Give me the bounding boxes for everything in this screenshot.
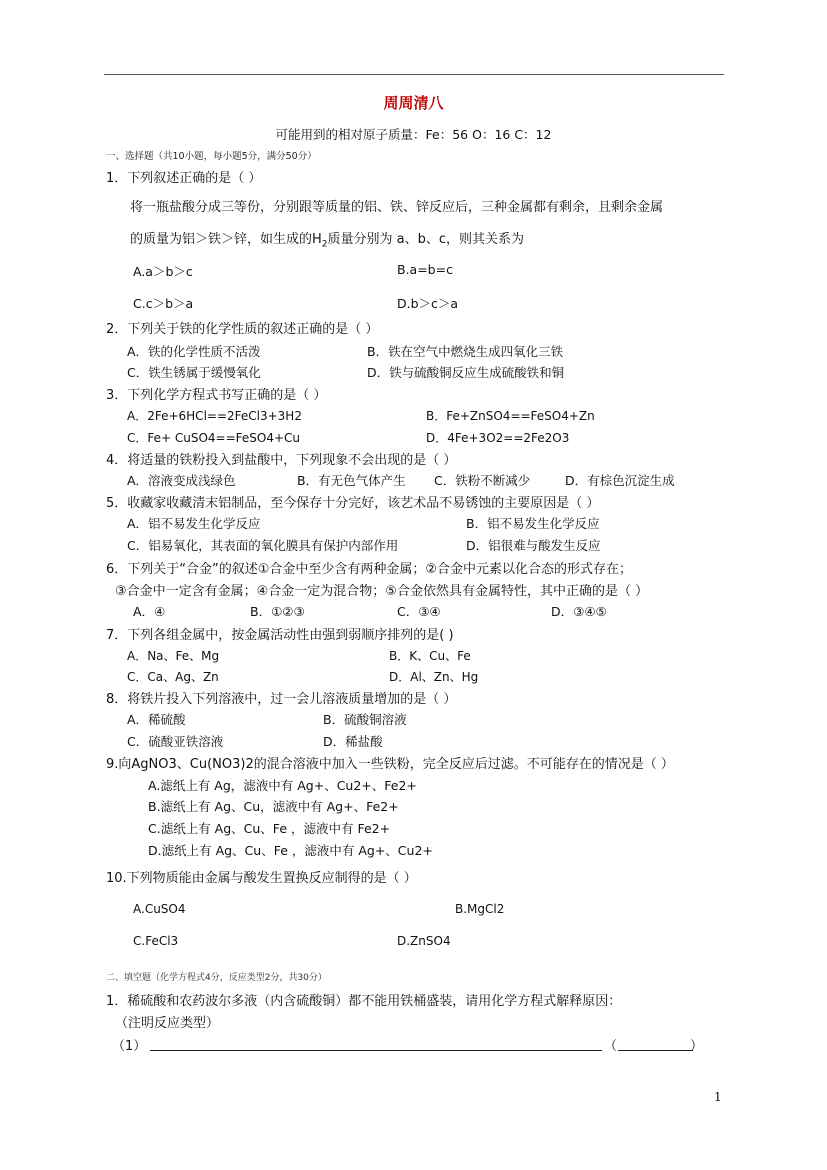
question-7-option-a: A．Na、Fe、Mg bbox=[127, 649, 220, 663]
question-7-stem: 7．下列各组金属中，按金属活动性由强到弱顺序排列的是( ) bbox=[106, 628, 454, 643]
question-8-option-c: C．硫酸亚铁溶液 bbox=[127, 734, 224, 749]
question-6-option-c: C．③④ bbox=[397, 604, 441, 619]
question-8-option-d: D．稀盐酸 bbox=[323, 734, 383, 749]
question-5-option-c: C．铝易氧化，其表面的氧化膜具有保护内部作用 bbox=[127, 538, 399, 553]
question-9-option-b: B.滤纸上有 Ag、Cu，滤液中有 Ag+、Fe2+ bbox=[148, 799, 399, 814]
question-1-option-b: B.a=b=c bbox=[397, 262, 453, 277]
question-1-line3-sub: 2 bbox=[321, 239, 328, 250]
question-9-stem: 9.向AgNO3、Cu(NO3)2的混合溶液中加入一些铁粉，完全反应后过滤。不可能存在的情况是（ ） bbox=[106, 757, 674, 772]
question-6-line2: ③合金中一定含有金属；④合金一定为混合物；⑤合金依然具有金属特性，其中正确的是（ ） bbox=[115, 584, 649, 599]
question-10-option-b: B.MgCl2 bbox=[455, 902, 505, 916]
question-6-option-d: D．③④⑤ bbox=[551, 604, 607, 619]
question-2-option-b: B．铁在空气中燃烧生成四氧化三铁 bbox=[367, 344, 564, 359]
section-heading-choice: 一、选择题（共10小题，每小题5分，满分50分） bbox=[106, 151, 317, 162]
question-2-stem: 2．下列关于铁的化学性质的叙述正确的是（ ） bbox=[106, 322, 379, 337]
question-3-stem: 3．下列化学方程式书写正确的是（ ） bbox=[106, 388, 327, 403]
question-6-option-b: B．①②③ bbox=[250, 604, 305, 619]
reaction-type-paren-open: （ bbox=[604, 1039, 618, 1054]
header-rule bbox=[104, 74, 724, 75]
question-8-stem: 8．将铁片投入下列溶液中，过一会儿溶液质量增加的是（ ） bbox=[106, 692, 457, 707]
question-1-line3-a: 的质量为铝＞铁＞锌，如生成的H bbox=[130, 232, 322, 247]
fill-question-1-note: （注明反应类型） bbox=[115, 1016, 220, 1031]
question-10-option-d: D.ZnSO4 bbox=[397, 934, 451, 948]
question-2-option-a: A．铁的化学性质不活泼 bbox=[127, 344, 261, 359]
question-8-option-b: B．硫酸铜溶液 bbox=[323, 712, 407, 727]
question-9-option-d: D.滤纸上有 Ag、Cu、Fe ，滤液中有 Ag+、Cu2+ bbox=[148, 843, 433, 858]
question-10-option-a: A.CuSO4 bbox=[133, 902, 186, 916]
question-1-line2: 将一瓶盐酸分成三等份，分别跟等质量的铝、铁、锌反应后，三种金属都有剩余，且剩余金属 bbox=[130, 200, 664, 215]
question-1-option-c: C.c＞b＞a bbox=[133, 296, 194, 311]
question-3-option-c: C．Fe+ CuSO4==FeSO4+Cu bbox=[127, 431, 301, 445]
question-5-option-b: B．铝不易发生化学反应 bbox=[466, 516, 600, 531]
question-10-option-c: C.FeCl3 bbox=[133, 934, 179, 948]
page-number: 1 bbox=[714, 1090, 722, 1104]
question-4-option-d: D．有棕色沉淀生成 bbox=[565, 473, 675, 488]
page-subtitle: 可能用到的相对原子质量：Fe：56 O：16 C：12 bbox=[275, 127, 552, 142]
question-7-option-c: C．Ca、Ag、Zn bbox=[127, 670, 219, 684]
question-3-option-d: D．4Fe+3O2==2Fe2O3 bbox=[426, 431, 570, 445]
question-6-stem: 6．下列关于“合金”的叙述①合金中至少含有两种金属；②合金中元素以化合态的形式存在； bbox=[106, 562, 633, 577]
question-2-option-d: D．铁与硫酸铜反应生成硫酸铁和铜 bbox=[367, 365, 565, 380]
section-heading-fill: 二、填空题（化学方程式4分，反应类型2分，共30分） bbox=[106, 973, 327, 983]
question-3-option-b: B．Fe+ZnSO4==FeSO4+Zn bbox=[426, 409, 595, 423]
question-10-stem: 10.下列物质能由金属与酸发生置换反应制得的是（ ） bbox=[106, 871, 417, 886]
question-5-option-d: D．铝很难与酸发生反应 bbox=[466, 538, 601, 553]
question-5-option-a: A．铝不易发生化学反应 bbox=[127, 516, 261, 531]
question-9-option-c: C.滤纸上有 Ag、Cu、Fe ，滤液中有 Fe2+ bbox=[148, 821, 391, 836]
question-4-stem: 4．将适量的铁粉投入到盐酸中，下列现象不会出现的是（ ） bbox=[106, 453, 457, 468]
question-1-line3-b: 质量分别为 a、b、c，则其关系为 bbox=[327, 232, 525, 247]
question-2-option-c: C．铁生锈属于缓慢氧化 bbox=[127, 365, 261, 380]
question-3-option-a: A．2Fe+6HCl==2FeCl3+3H2 bbox=[127, 409, 302, 423]
question-9-option-a: A.滤纸上有 Ag，滤液中有 Ag+、Cu2+、Fe2+ bbox=[148, 778, 417, 793]
answer-blank-line[interactable] bbox=[150, 1050, 602, 1051]
question-1-stem: 1．下列叙述正确的是（ ） bbox=[106, 171, 262, 186]
question-4-option-b: B．有无色气体产生 bbox=[297, 473, 406, 488]
question-8-option-a: A．稀硫酸 bbox=[127, 712, 186, 727]
question-4-option-a: A．溶液变成浅绿色 bbox=[127, 473, 236, 488]
question-6-option-a: A．④ bbox=[133, 604, 166, 619]
question-7-option-d: D．Al、Zn、Hg bbox=[389, 670, 479, 684]
question-1-option-a: A.a＞b＞c bbox=[133, 264, 193, 279]
reaction-type-blank[interactable] bbox=[618, 1050, 693, 1051]
question-7-option-b: B．K、Cu、Fe bbox=[389, 649, 471, 663]
question-1-line3 bbox=[130, 228, 524, 250]
question-4-option-c: C．铁粉不断减少 bbox=[434, 473, 531, 488]
fill-question-1-item: （1） bbox=[112, 1039, 147, 1054]
question-1-option-d: D.b＞c＞a bbox=[397, 296, 459, 311]
question-5-stem: 5．收藏家收藏清末铝制品，至今保存十分完好，该艺术品不易锈蚀的主要原因是（ ） bbox=[106, 496, 600, 511]
reaction-type-paren-close: ） bbox=[690, 1039, 704, 1054]
fill-question-1-stem: 1．稀硫酸和农药波尔多液（内含硫酸铜）都不能用铁桶盛装，请用化学方程式解释原因： bbox=[106, 994, 622, 1009]
page-title: 周周清八 bbox=[383, 94, 444, 112]
